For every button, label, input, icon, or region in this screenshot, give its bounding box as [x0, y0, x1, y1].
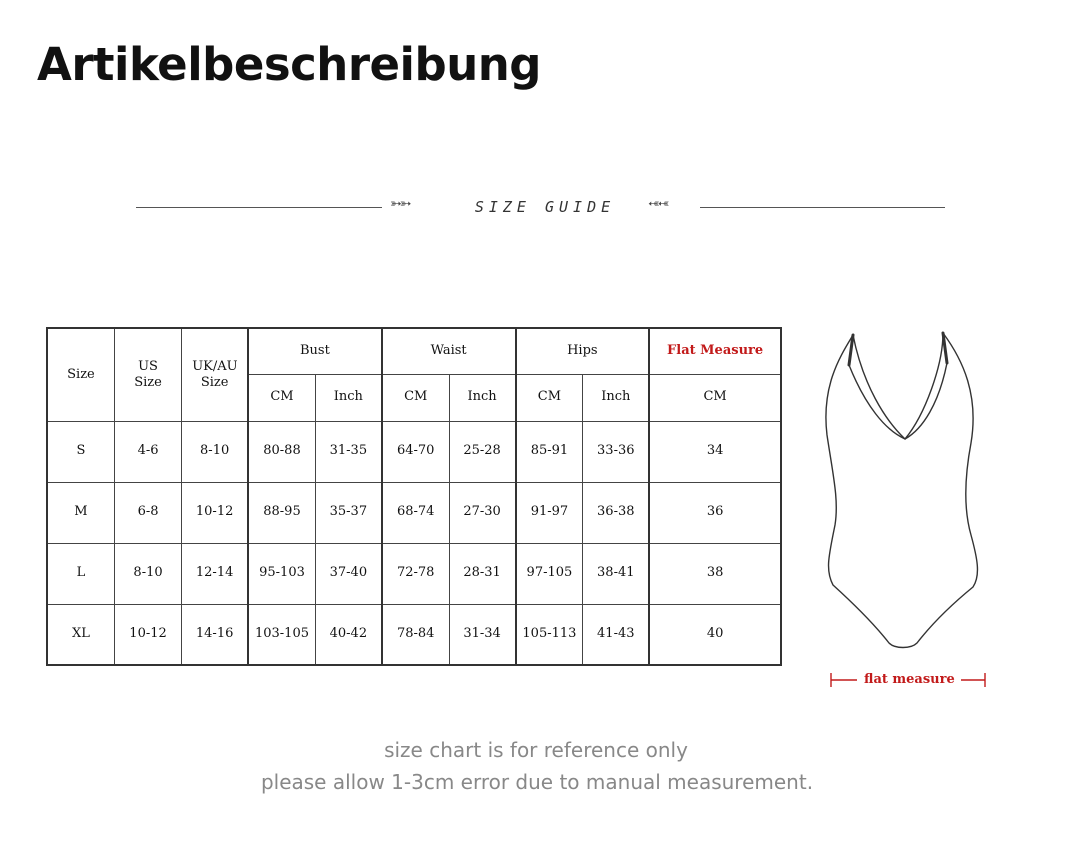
header-row-group	[47, 328, 781, 374]
header-size: Size	[47, 328, 114, 421]
cell-waist-cm: 68-74	[382, 482, 449, 543]
cell-bust-cm: 80-88	[248, 421, 315, 482]
cell-ukau: 14-16	[182, 604, 248, 665]
cell-bust-inch: 37-40	[315, 543, 381, 604]
guide-arrows-left: ➳➳	[390, 196, 410, 212]
header-flat-measure: Flat Measure	[649, 328, 781, 374]
cell-waist-cm: 72-78	[382, 543, 449, 604]
table-row	[47, 604, 781, 665]
size-guide-title: SIZE GUIDE	[474, 198, 616, 216]
cell-hips-inch: 41-43	[583, 604, 649, 665]
cell-ukau: 8-10	[182, 421, 248, 482]
cell-waist-inch: 28-31	[449, 543, 515, 604]
header-waist-cm: CM	[382, 374, 449, 421]
header-hips-inch: Inch	[583, 374, 649, 421]
swimsuit-outline-icon	[815, 325, 995, 655]
header-us-size: US Size	[114, 328, 181, 421]
header-flat-cm: CM	[649, 374, 781, 421]
header-bust: Bust	[248, 328, 382, 374]
cell-hips-inch: 38-41	[583, 543, 649, 604]
cell-hips-inch: 36-38	[583, 482, 649, 543]
header-hips-cm: CM	[516, 374, 583, 421]
header-bust-cm: CM	[248, 374, 315, 421]
cell-waist-inch: 25-28	[449, 421, 515, 482]
cell-flat-cm: 36	[649, 482, 781, 543]
cell-ukau: 10-12	[182, 482, 248, 543]
cell-flat-cm: 40	[649, 604, 781, 665]
reference-note: size chart is for reference only	[384, 738, 688, 762]
cell-bust-cm: 88-95	[248, 482, 315, 543]
cell-flat-cm: 34	[649, 421, 781, 482]
cell-us: 10-12	[114, 604, 181, 665]
cell-hips-cm: 85-91	[516, 421, 583, 482]
cell-size: L	[47, 543, 114, 604]
table-row	[47, 421, 781, 482]
guide-divider-right	[700, 207, 945, 208]
cell-hips-cm: 105-113	[516, 604, 583, 665]
header-waist-inch: Inch	[449, 374, 515, 421]
cell-bust-cm: 103-105	[248, 604, 315, 665]
header-hips: Hips	[516, 328, 650, 374]
cell-us: 8-10	[114, 543, 181, 604]
cell-size: XL	[47, 604, 114, 665]
cell-bust-inch: 35-37	[315, 482, 381, 543]
cell-us: 6-8	[114, 482, 181, 543]
flat-measure-caption: flat measure	[864, 672, 955, 687]
cell-waist-cm: 64-70	[382, 421, 449, 482]
cell-hips-inch: 33-36	[583, 421, 649, 482]
cell-flat-cm: 38	[649, 543, 781, 604]
error-note: please allow 1-3cm error due to manual measurement.	[260, 770, 814, 794]
cell-hips-cm: 91-97	[516, 482, 583, 543]
cell-hips-cm: 97-105	[516, 543, 583, 604]
header-waist: Waist	[382, 328, 516, 374]
table-row	[47, 543, 781, 604]
guide-arrows-right: ➳➳	[650, 196, 670, 212]
cell-ukau: 12-14	[182, 543, 248, 604]
swimsuit-body-outline	[826, 333, 978, 648]
cell-waist-inch: 27-30	[449, 482, 515, 543]
guide-divider-left	[136, 207, 382, 208]
header-ukau-size: UK/AU Size	[182, 328, 248, 421]
table-row	[47, 482, 781, 543]
cell-size: M	[47, 482, 114, 543]
cell-waist-cm: 78-84	[382, 604, 449, 665]
cell-bust-inch: 40-42	[315, 604, 381, 665]
size-chart-table	[46, 327, 782, 666]
cell-us: 4-6	[114, 421, 181, 482]
cell-size: S	[47, 421, 114, 482]
cell-waist-inch: 31-34	[449, 604, 515, 665]
page-title: Artikelbeschreibung	[37, 38, 541, 91]
header-bust-inch: Inch	[315, 374, 381, 421]
cell-bust-inch: 31-35	[315, 421, 381, 482]
cell-bust-cm: 95-103	[248, 543, 315, 604]
